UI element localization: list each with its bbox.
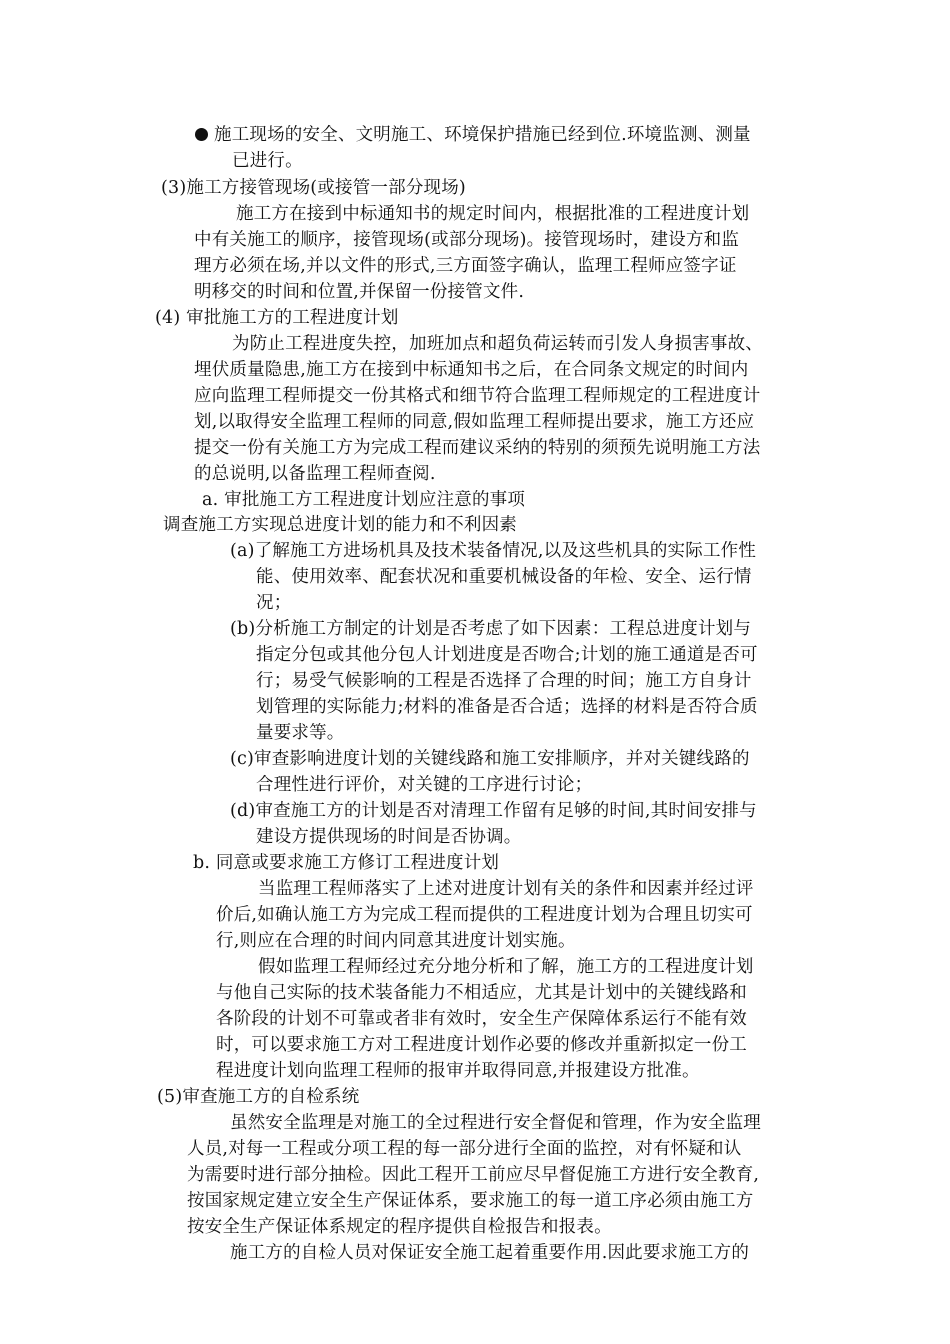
text-line: 调查施工方实现总进度计划的能力和不利因素	[163, 515, 517, 535]
text-line: 应向监理工程师提交一份其格式和细节符合监理工程师规定的工程进度计	[194, 386, 761, 406]
text-line: 为防止工程进度失控，加班加点和超负荷运转而引发人身损害事故、	[232, 334, 763, 354]
text-line: 划管理的实际能力;材料的准备是否合适；选择的材料是否符合质	[256, 697, 758, 717]
list-item: (d)审查施工方的计划是否对清理工作留有足够的时间,其时间安排与	[230, 801, 757, 821]
text-line: 各阶段的计划不可靠或者非有效时，安全生产保障体系运行不能有效	[216, 1009, 747, 1029]
text-line: 施工方的自检人员对保证安全施工起着重要作用.因此要求施工方的	[230, 1243, 750, 1263]
section-heading: (5)审查施工方的自检系统	[157, 1087, 360, 1107]
text-line: 程进度计划向监理工程师的报审并取得同意,并报建设方批准。	[216, 1061, 700, 1081]
text-line: 价后,如确认施工方为完成工程而提供的工程进度计划为合理且切实可	[216, 905, 753, 925]
text-line: 能、使用效率、配套状况和重要机械设备的年检、安全、运行情	[256, 567, 752, 587]
text-line: 虽然安全监理是对施工的全过程进行安全督促和管理，作为安全监理	[230, 1113, 761, 1133]
text-line: 提交一份有关施工方为完成工程而建议采纳的特别的须预先说明施工方法	[194, 438, 761, 458]
text-line: 指定分包或其他分包人计划进度是否吻合;计划的施工通道是否可	[256, 645, 758, 665]
text-line: 理方必须在场,并以文件的形式,三方面签字确认，监理工程师应签字证	[194, 256, 737, 276]
text-line: 施工现场的安全、文明施工、环境保护措施已经到位.环境监测、测量	[214, 125, 751, 145]
bullet-icon	[195, 128, 208, 141]
subsection-heading: a. 审批施工方工程进度计划应注意的事项	[202, 490, 526, 510]
text-line: 划,以取得安全监理工程师的同意,假如监理工程师提出要求，施工方还应	[194, 412, 755, 432]
text-line: 合理性进行评价，对关键的工序进行讨论；	[256, 775, 593, 795]
text-line: 况；	[256, 593, 292, 613]
text-line: 与他自己实际的技术装备能力不相适应，尤其是计划中的关键线路和	[216, 983, 747, 1003]
text-line: 当监理工程师落实了上述对进度计划有关的条件和因素并经过评	[258, 879, 754, 899]
text-line: 建设方提供现场的时间是否协调。	[256, 827, 522, 847]
text-line: 埋伏质量隐患,施工方在接到中标通知书之后，在合同条文规定的时间内	[194, 360, 749, 380]
list-item: (c)审查影响进度计划的关键线路和施工安排顺序，并对关键线路的	[230, 749, 750, 769]
text-line: 行,则应在合理的时间内同意其进度计划实施。	[216, 931, 576, 951]
list-item: (b)分析施工方制定的计划是否考虑了如下因素：工程总进度计划与	[230, 619, 752, 639]
text-line: 按国家规定建立安全生产保证体系，要求施工的每一道工序必须由施工方	[187, 1191, 754, 1211]
text-line: 为需要时进行部分抽检。因此工程开工前应尽早督促施工方进行安全教育,	[187, 1165, 760, 1185]
list-item: (a)了解施工方进场机具及技术装备情况,以及这些机具的实际工作性	[230, 541, 757, 561]
text-line: 时，可以要求施工方对工程进度计划作必要的修改并重新拟定一份工	[216, 1035, 747, 1055]
text-line: 施工方在接到中标通知书的规定时间内，根据批准的工程进度计划	[236, 204, 750, 224]
text-line: 量要求等。	[256, 723, 345, 743]
text-line: 的总说明,以备监理工程师查阅.	[194, 464, 436, 484]
section-heading: (4) 审批施工方的工程进度计划	[155, 308, 399, 328]
text-line: 中有关施工的顺序，接管现场(或部分现场)。接管现场时，建设方和监	[194, 230, 740, 250]
text-line: 行；易受气候影响的工程是否选择了合理的时间；施工方自身计	[256, 671, 752, 691]
text-line: 假如监理工程师经过充分地分析和了解，施工方的工程进度计划	[258, 957, 754, 977]
text-line: 明移交的时间和位置,并保留一份接管文件.	[194, 282, 525, 302]
text-line: 已进行。	[232, 151, 303, 171]
text-line: 人员,对每一工程或分项工程的每一部分进行全面的监控，对有怀疑和认	[187, 1139, 742, 1159]
text-line: 按安全生产保证体系规定的程序提供自检报告和报表。	[187, 1217, 612, 1237]
subsection-heading: b. 同意或要求施工方修订工程进度计划	[193, 853, 500, 873]
section-heading: (3)施工方接管现场(或接管一部分现场)	[161, 178, 466, 198]
